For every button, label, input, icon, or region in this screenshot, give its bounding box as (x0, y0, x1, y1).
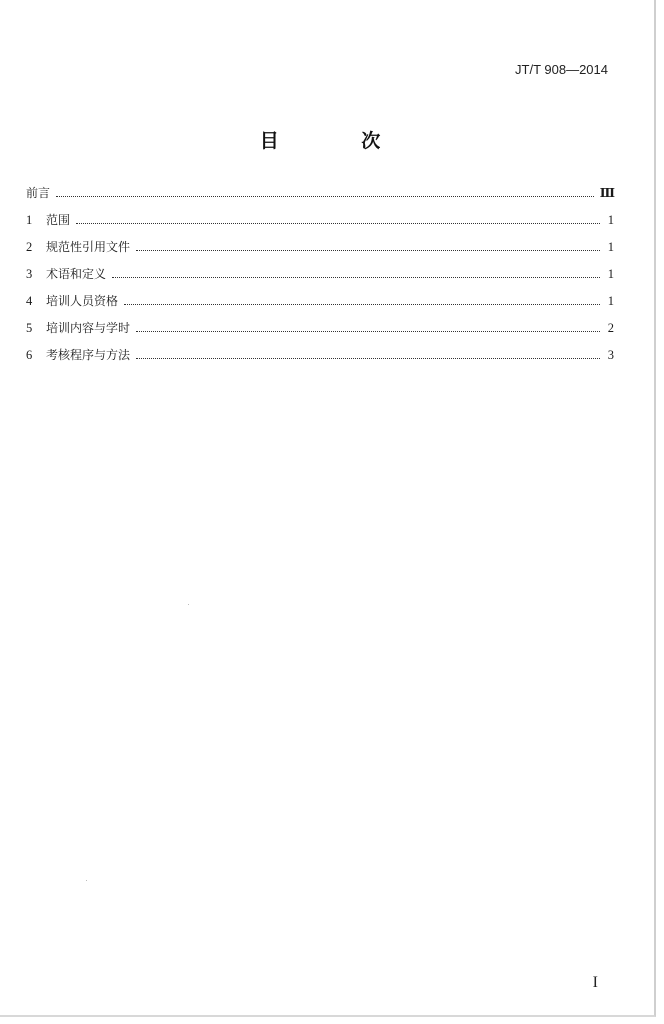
toc-entry-number: 4 (26, 294, 33, 308)
table-of-contents (26, 180, 614, 369)
toc-entry-page: 1 (607, 267, 614, 281)
toc-entry-page: 1 (607, 240, 614, 254)
page-number: I (592, 974, 598, 991)
toc-entry-trainer-qualification[interactable] (26, 288, 614, 315)
toc-entry-label: 规范性引用文件 (46, 240, 131, 254)
toc-entry-page: 1 (607, 294, 614, 308)
leader-dots (76, 223, 600, 224)
toc-entry-label: 培训内容与学时 (46, 321, 131, 335)
toc-entry-label: 术语和定义 (46, 267, 107, 281)
toc-entry-page: Ⅲ (599, 186, 614, 200)
toc-entry-number: 1 (26, 213, 33, 227)
toc-entry-page: 1 (607, 213, 614, 227)
leader-dots (56, 196, 594, 197)
toc-entry-page: 2 (607, 321, 614, 335)
toc-entry-number: 2 (26, 240, 33, 254)
toc-entry-label: 范围 (46, 213, 71, 227)
leader-dots (136, 358, 600, 359)
toc-title: 目 次 (259, 130, 419, 152)
toc-entry-label: 前言 (26, 186, 51, 200)
toc-entry-label: 培训人员资格 (46, 294, 119, 308)
toc-entry-number: 6 (26, 348, 33, 362)
toc-entry-number: 5 (26, 321, 33, 335)
toc-entry-page: 3 (607, 348, 614, 362)
toc-entry-foreword[interactable] (26, 180, 614, 207)
toc-entry-assessment[interactable] (26, 342, 614, 369)
scan-speck (188, 604, 189, 605)
toc-entry-number: 3 (26, 267, 33, 281)
scan-speck (86, 880, 87, 881)
toc-entry-training-content[interactable] (26, 315, 614, 342)
standard-number: JT/T 908—2014 (515, 62, 608, 77)
toc-entry-terms-definitions[interactable] (26, 261, 614, 288)
toc-entry-label: 考核程序与方法 (46, 348, 131, 362)
leader-dots (124, 304, 600, 305)
leader-dots (112, 277, 600, 278)
toc-entry-normative-references[interactable] (26, 234, 614, 261)
toc-entry-scope[interactable] (26, 207, 614, 234)
leader-dots (136, 331, 600, 332)
leader-dots (136, 250, 600, 251)
